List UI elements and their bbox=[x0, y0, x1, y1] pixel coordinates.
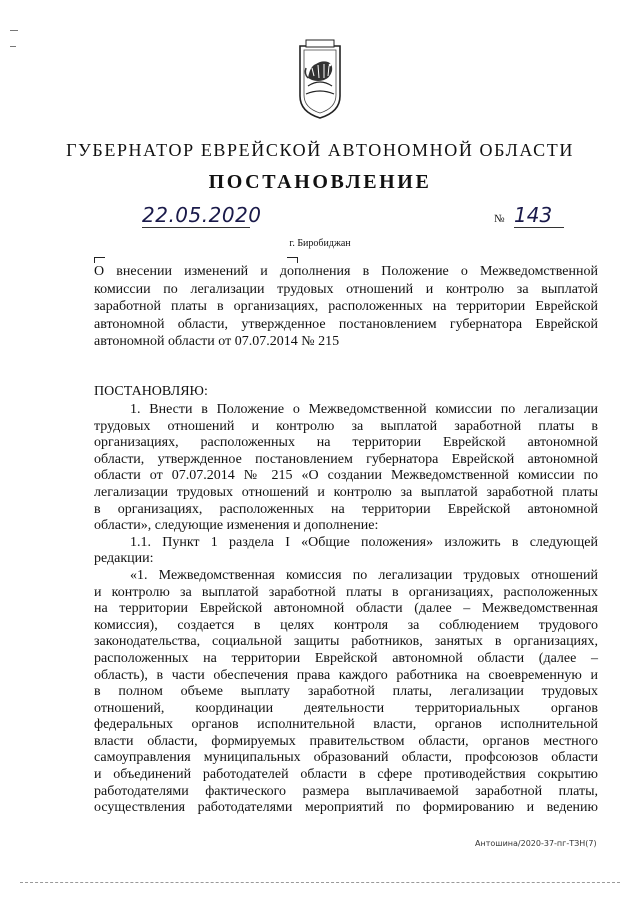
footer-file-code: Антошина/2020-37-пг-ТЗН(7) bbox=[475, 839, 597, 848]
body-line: комиссия), создается в целях контроля за соблюдением трудового bbox=[94, 617, 598, 633]
subject-line: автономной области, утвержденное постановлением губернатора Еврейской bbox=[94, 316, 598, 332]
body-line: в организациях, расположенных на территории Еврейской автономной bbox=[94, 501, 598, 517]
decree-word: ПОСТАНОВЛЯЮ: bbox=[94, 384, 208, 399]
subject-line: комиссии по легализации трудовых отношений и контролю за выплатой bbox=[94, 281, 598, 297]
coat-of-arms-tiger-icon bbox=[296, 38, 344, 120]
body-line: 1.1. Пункт 1 раздела I «Общие положения» изложить в следующей bbox=[130, 534, 598, 550]
body-line: редакции: bbox=[94, 551, 154, 567]
scan-artifact bbox=[20, 882, 620, 884]
body-line: власти области, формируемых правительством области, органов местного bbox=[94, 733, 598, 749]
body-line: «1. Межведомственная комиссия по легализации трудовых отношений bbox=[130, 567, 598, 583]
body-line: области, утвержденное постановлением губернатора Еврейской автономной bbox=[94, 451, 598, 467]
body-line: на территории Еврейской автономной области (далее – Межведомственная bbox=[94, 601, 598, 617]
body-line: трудовых отношений и контролю за выплатой заработной платы в bbox=[94, 418, 598, 434]
document-date: 22.05.2020 bbox=[142, 203, 262, 227]
body-line: область), в части обеспечения права каждого работника на своевременную и bbox=[94, 667, 598, 683]
body-line: федеральных органов исполнительной власти, органов исполнительной bbox=[94, 717, 598, 733]
scan-artifact bbox=[10, 46, 16, 47]
body-line: 1. Внести в Положение о Межведомственной комиссии по легализации bbox=[130, 402, 598, 417]
document-subject bbox=[94, 263, 598, 351]
body-line: и контролю за выплатой заработной платы в организациях, расположенных bbox=[94, 584, 598, 600]
body-line: осуществления работодателями мероприятий по формированию и ведению bbox=[94, 800, 598, 816]
number-label: № bbox=[494, 213, 505, 225]
body-line: области», следующие изменения и дополнение: bbox=[94, 518, 379, 534]
body-line: области от 07.07.2014 № 215 «О создании Межведомственной комиссии по bbox=[94, 468, 598, 484]
body-line: организациях, расположенных на территории Еврейской автономной bbox=[94, 435, 598, 451]
document-body bbox=[94, 402, 598, 817]
document-number: 143 bbox=[514, 203, 564, 228]
document-type-title: ПОСТАНОВЛЕНИЕ bbox=[208, 171, 432, 193]
body-line: легализации трудовых отношений и контролю за выплатой заработной платы bbox=[94, 484, 598, 500]
body-line: самоуправления муниципальных образований области, профсоюзов области bbox=[94, 750, 598, 766]
subject-line: О внесении изменений и дополнения в Положение о Межведомственной bbox=[94, 264, 598, 279]
body-line: законодательства, социальной защиты работников, занятых в организациях, bbox=[94, 634, 598, 650]
body-line: работодателями фактического размера выплачиваемой заработной платы, bbox=[94, 783, 598, 799]
subject-line: заработной платы в организациях, расположенных на территории Еврейской bbox=[94, 299, 598, 315]
subject-line: автономной области от 07.07.2014 № 215 bbox=[94, 334, 340, 350]
body-line: расположенных на территории Еврейской автономной области (далее – bbox=[94, 650, 598, 666]
body-line: отношений, координации деятельности территориальных органов bbox=[94, 700, 598, 716]
issuer-title: ГУБЕРНАТОР ЕВРЕЙСКОЙ АВТОНОМНОЙ ОБЛАСТИ bbox=[66, 140, 574, 160]
scan-artifact bbox=[10, 30, 18, 31]
body-line: в полном объеме выплату заработной платы, легализации трудовых bbox=[94, 684, 598, 700]
body-line: и объединений работодателей области в сфере противодействия сокрытию bbox=[94, 767, 598, 783]
city-label: г. Биробиджан bbox=[289, 238, 351, 249]
